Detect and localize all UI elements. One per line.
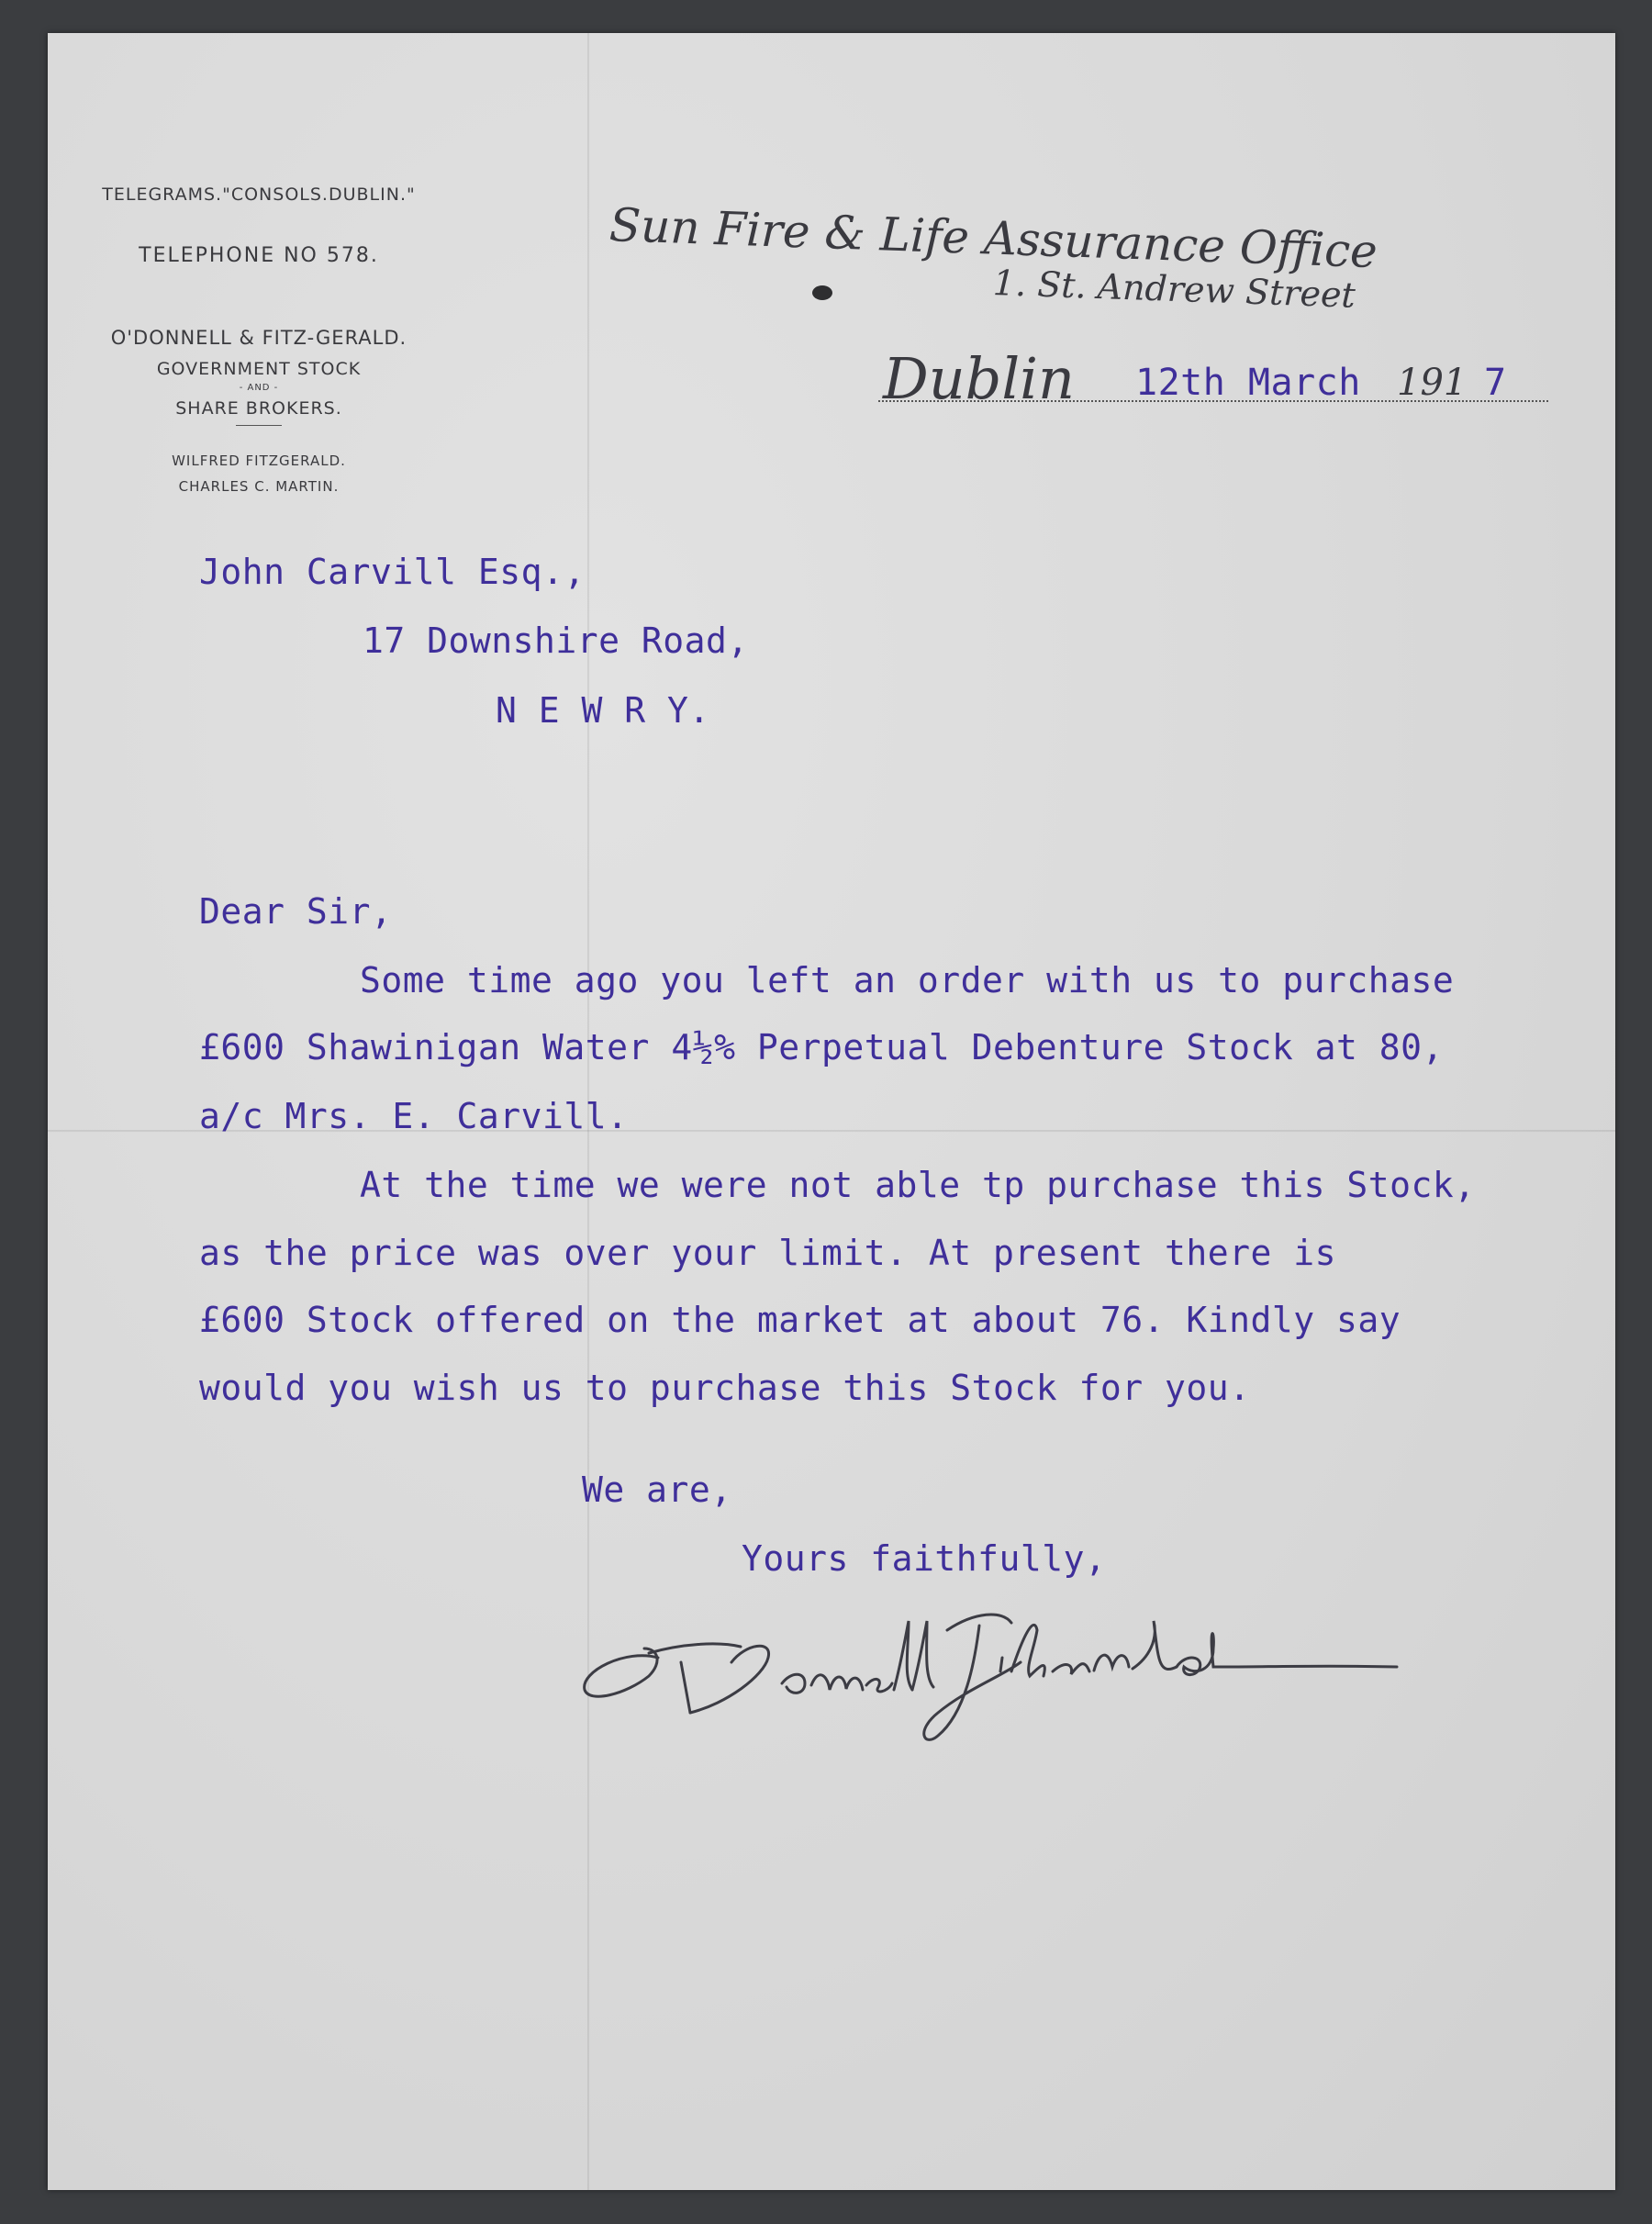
office-city: Dublin bbox=[883, 345, 1075, 412]
salutation: Dear Sir, bbox=[199, 891, 393, 932]
office-heading: Sun Fire & Life Assurance Office bbox=[608, 198, 1379, 279]
firm-line-2: SHARE BROKERS. bbox=[175, 398, 342, 419]
firm-line-1: GOVERNMENT STOCK bbox=[156, 359, 362, 379]
body-line: Some time ago you left an order with us to purchase bbox=[360, 960, 1455, 1000]
date-year-suffix: 7 bbox=[1484, 362, 1507, 404]
body-line: would you wish us to purchase this Stock for you. bbox=[199, 1368, 1251, 1408]
body-line: as the price was over your limit. At present there is bbox=[199, 1233, 1337, 1273]
partner-1: WILFRED FITZGERALD. bbox=[172, 453, 346, 469]
date-year-prefix: 191 bbox=[1397, 362, 1468, 404]
letter-sheet bbox=[48, 33, 1615, 2190]
body-line: At the time we were not able tp purchase this Stock, bbox=[360, 1165, 1476, 1205]
recipient-street: 17 Downshire Road, bbox=[363, 620, 749, 661]
letterhead-divider bbox=[236, 425, 282, 426]
firm-and: - AND - bbox=[239, 383, 279, 393]
punch-hole bbox=[812, 285, 832, 300]
body-line: £600 Stock offered on the market at about 76. Kindly say bbox=[199, 1300, 1401, 1340]
closing-we-are: We are, bbox=[582, 1470, 732, 1510]
recipient-name: John Carvill Esq., bbox=[199, 552, 586, 592]
firm-name: O'DONNELL & FITZ-GERALD. bbox=[110, 327, 407, 349]
office-street: 1. St. Andrew Street bbox=[992, 263, 1356, 316]
body-line: £600 Shawinigan Water 4½% Perpetual Debenture Stock at 80, bbox=[199, 1027, 1444, 1067]
handwritten-signature bbox=[571, 1575, 1452, 1759]
telegrams-line: TELEGRAMS."CONSOLS.DUBLIN." bbox=[102, 184, 416, 205]
date-day-month: 12th March bbox=[1135, 362, 1361, 404]
telephone-line: TELEPHONE NO 578. bbox=[139, 244, 379, 267]
closing-yours: Yours faithfully, bbox=[742, 1538, 1107, 1579]
body-line: a/c Mrs. E. Carvill. bbox=[199, 1096, 629, 1136]
partner-2: CHARLES C. MARTIN. bbox=[178, 478, 340, 495]
recipient-town: N E W R Y. bbox=[496, 690, 710, 731]
